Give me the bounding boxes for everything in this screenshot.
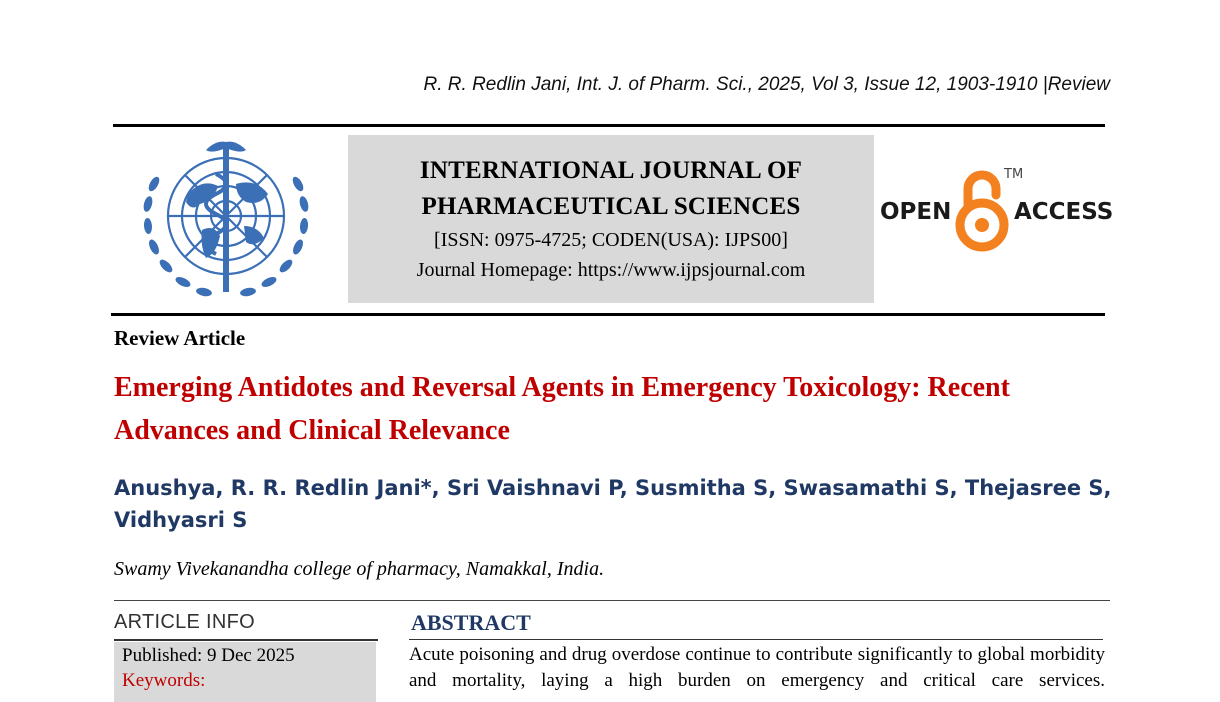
abstract-rule (409, 639, 1103, 640)
abstract-heading: ABSTRACT (411, 610, 531, 635)
journal-name-line1: INTERNATIONAL JOURNAL OF (419, 157, 803, 184)
open-access-left-word: OPEN (880, 199, 952, 225)
article-type: Review Article (114, 326, 246, 350)
header-rule-top (113, 124, 1105, 127)
keywords-label: Keywords: (122, 670, 206, 691)
abstract-text: Acute poisoning and drug overdose continue to contribute significantly to global morbidity and mortality, laying a high burden on emergency and critical care services. (409, 644, 1105, 691)
article-info-rule (114, 639, 378, 641)
article-title: Emerging Antidotes and Reversal Agents in Emergency Toxicology: Recent Advances and Clinical Relevance (114, 372, 1010, 446)
journal-masthead (348, 135, 874, 303)
header-rule-bottom (111, 313, 1105, 316)
journal-issn: [ISSN: 0975-4725; CODEN(USA): IJPS00] (434, 229, 788, 251)
affiliation: Swamy Vivekanandha college of pharmacy, Namakkal, India. (114, 558, 605, 580)
running-header: R. R. Redlin Jani, Int. J. of Pharm. Sci., 2025, Vol 3, Issue 12, 1903-1910 |Review (423, 74, 1110, 95)
author-list: Anushya, R. R. Redlin Jani*, Sri Vaishnavi P, Susmitha S, Swasamathi S, Thejasree S, Vidhyasri S (114, 476, 1112, 532)
published-date: Published: 9 Dec 2025 (122, 645, 295, 666)
section-divider (114, 600, 1110, 601)
open-access-right-word: ACCESS (1014, 199, 1114, 225)
open-lock-icon (954, 167, 1010, 253)
trademark-mark: TM (1004, 167, 1024, 182)
un-wreath-globe-emblem-icon (126, 134, 326, 306)
article-info-heading: ARTICLE INFO (114, 611, 256, 633)
journal-homepage[interactable]: Journal Homepage: https://www.ijpsjournal.com (416, 259, 806, 281)
journal-name-line2: PHARMACEUTICAL SCIENCES (421, 193, 801, 220)
open-access-logo (880, 165, 1114, 255)
